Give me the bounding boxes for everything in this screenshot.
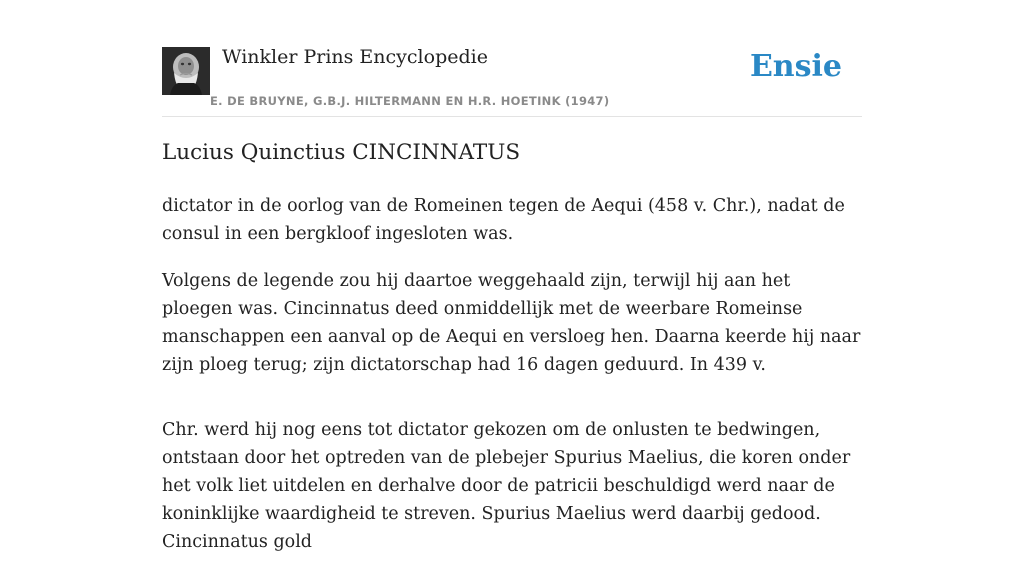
authors-byline: E. DE BRUYNE, G.B.J. HILTERMANN EN H.R. HOETINK (1947) [210, 94, 610, 108]
ensie-logo[interactable]: Ensie [749, 49, 842, 84]
paragraph-2: Volgens de legende zou hij daartoe weggehaald zijn, terwijl hij aan het ploegen was. Cincinnatus deed onmiddellijk met de weerbare Romeinse manschappen een aanval op de Aequi en versloeg hen. Daarna keerde hij naar zijn ploeg terug; zijn dictatorschap had 16 dagen geduurd. In 439 v. [162, 271, 861, 375]
site-title[interactable]: Winkler Prins Encyclopedie [222, 46, 488, 68]
article-body [162, 192, 862, 575]
site-header [162, 0, 862, 117]
avatar[interactable] [162, 47, 210, 95]
bearded-man-portrait-icon [162, 47, 210, 95]
article-title: Lucius Quinctius CINCINNATUS [162, 140, 521, 165]
paragraph-3: Chr. werd hij nog eens tot dictator gekozen om de onlusten te bedwingen, ontstaan door het optreden van de plebejer Spurius Maelius, die koren onder het volk liet uitdelen en derhalve door de patricii beschuldigd werd naar de koninklijke waardigheid te streven. Spurius Maelius werd daarbij gedood. Cincinnatus gold [162, 420, 851, 552]
page [162, 0, 862, 552]
paragraph-1: dictator in de oorlog van de Romeinen tegen de Aequi (458 v. Chr.), nadat de consul in een bergkloof ingesloten was. [162, 196, 845, 244]
